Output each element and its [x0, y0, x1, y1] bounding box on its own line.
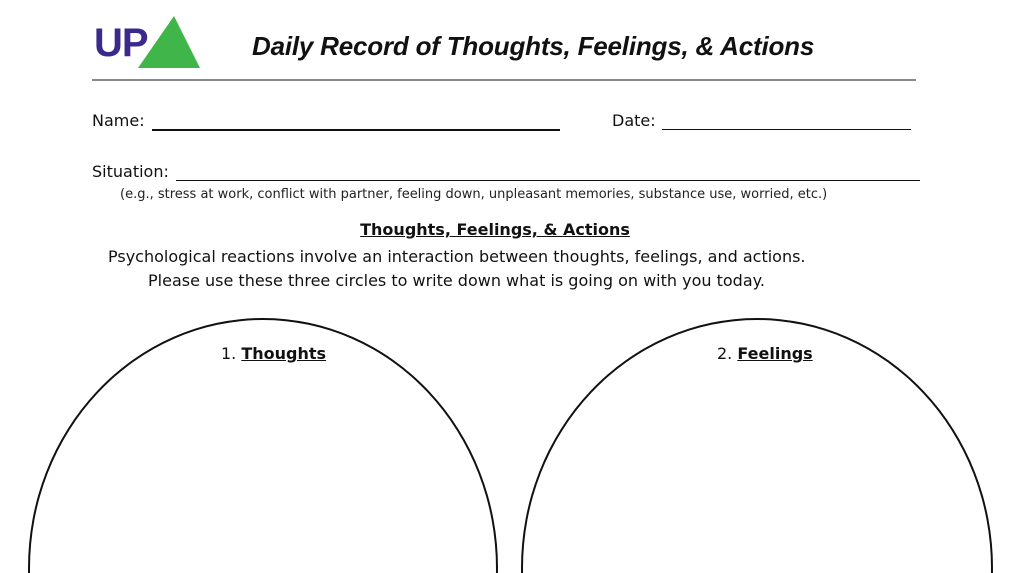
up-logo [94, 14, 202, 70]
feelings-circle-label [717, 344, 813, 363]
document-title: Daily Record of Thoughts, Feelings, & Actions [252, 31, 815, 61]
intro-line-1: Psychological reactions involve an interaction between thoughts, feelings, and actions. [108, 247, 806, 266]
logo-text: UP [94, 21, 148, 65]
header-divider [92, 79, 916, 81]
thoughts-title: Thoughts [241, 344, 327, 363]
thoughts-circle-label [221, 344, 326, 363]
date-label: Date: [612, 111, 656, 130]
date-field[interactable] [662, 129, 911, 130]
intro-line-2: Please use these three circles to write down what is going on with you today. [148, 271, 765, 290]
feelings-title: Feelings [737, 344, 813, 363]
situation-examples: (e.g., stress at work, conflict with partner, feeling down, unpleasant memories, substance use, worried, etc.) [120, 187, 828, 202]
section-heading: Thoughts, Feelings, & Actions [360, 220, 630, 239]
thoughts-number: 1. [221, 344, 237, 363]
feelings-number: 2. [717, 344, 733, 363]
situation-label: Situation: [92, 162, 169, 181]
name-label: Name: [92, 111, 145, 130]
situation-field[interactable] [176, 180, 920, 181]
name-field[interactable] [152, 129, 560, 131]
